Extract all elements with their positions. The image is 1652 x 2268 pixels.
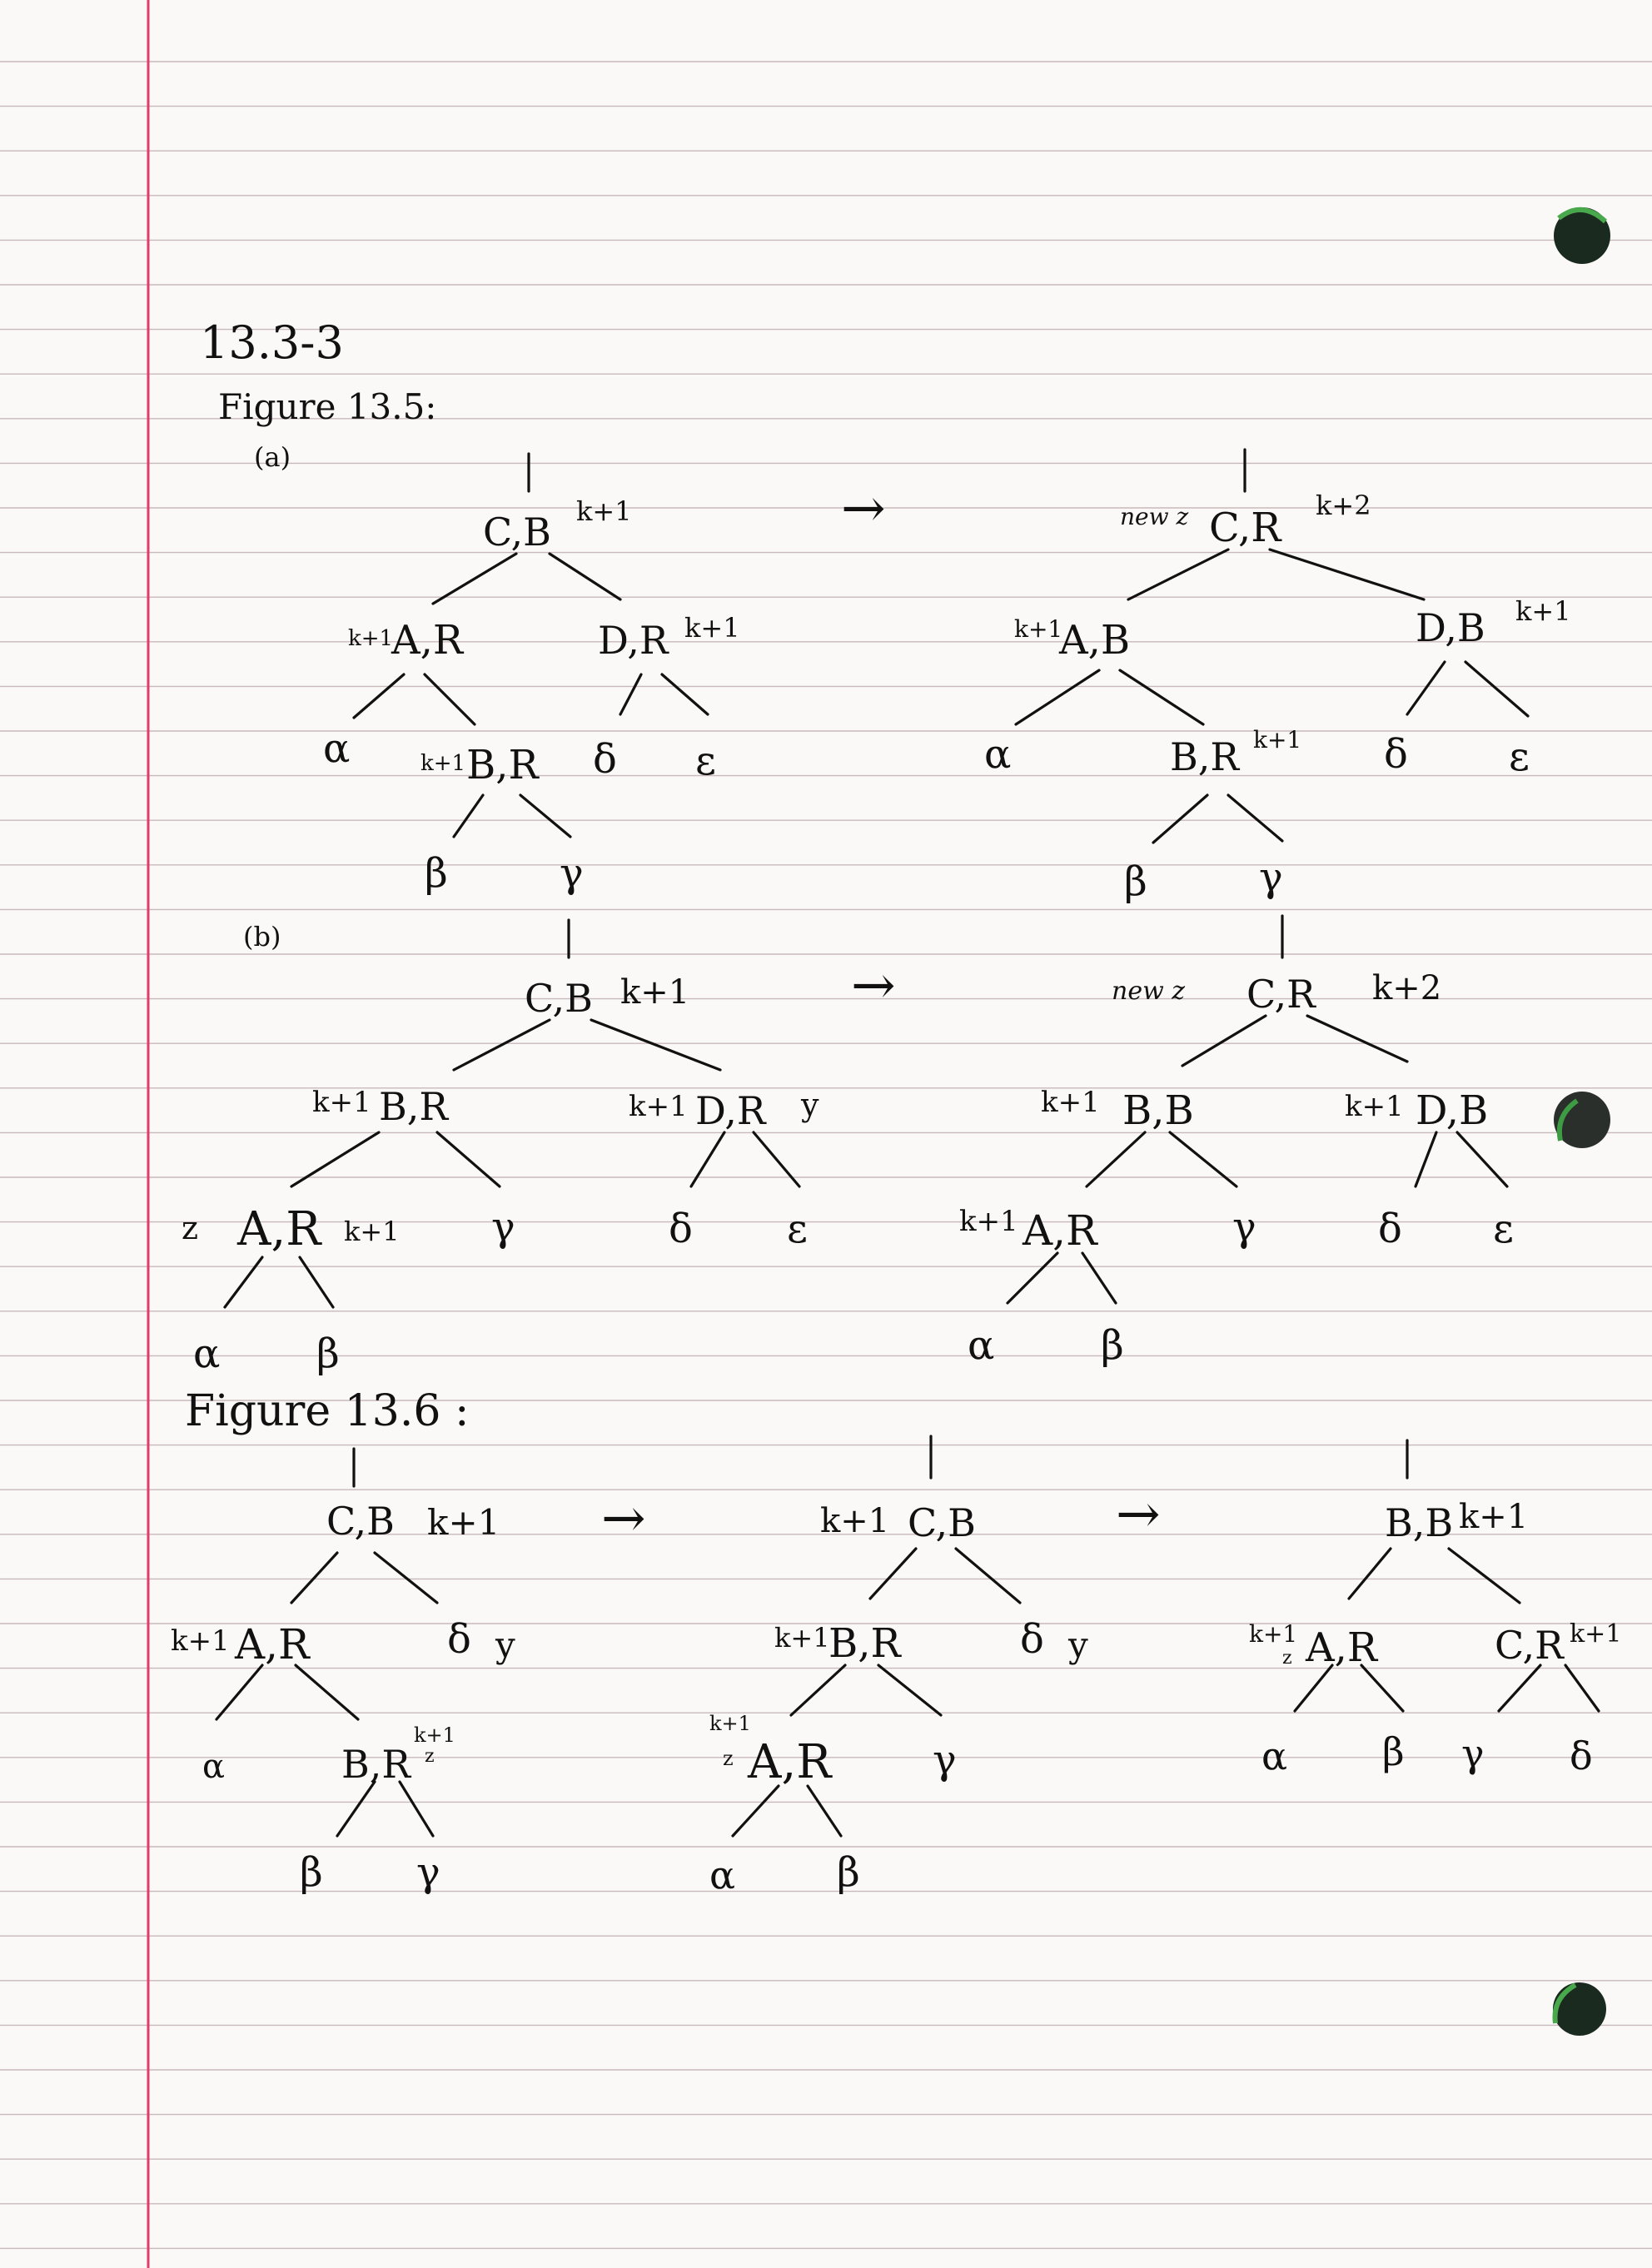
leaf-beta: β xyxy=(316,1330,340,1377)
arrow-6-first: → xyxy=(601,1488,646,1549)
arrow-6-second: → xyxy=(1116,1484,1161,1545)
leaf-delta: δ xyxy=(1378,1206,1402,1252)
part-a-label: (a) xyxy=(254,441,291,473)
leaf-gamma: γ xyxy=(933,1737,957,1783)
leaf-epsilon: ε xyxy=(787,1206,808,1252)
node-n2-height: k+1 xyxy=(1345,1090,1404,1123)
node-n1: A,B xyxy=(1059,617,1131,664)
node-n1: A,R xyxy=(235,1620,310,1669)
node-n1-height: k+1 xyxy=(1041,1086,1100,1119)
z-label: z xyxy=(1282,1648,1292,1669)
leaf-delta: δ xyxy=(669,1206,693,1252)
leaf-gamma: γ xyxy=(491,1204,515,1251)
node-root: C,B xyxy=(525,976,593,1021)
leaf-beta: β xyxy=(425,850,448,897)
leaf-alpha: α xyxy=(709,1853,736,1897)
node-root: C,R xyxy=(1246,972,1316,1017)
node-n1-height: k+1 xyxy=(774,1622,830,1654)
leaf-gamma: γ xyxy=(560,850,584,897)
fig6-tree-1 xyxy=(171,1449,515,1896)
leaf-delta: δ xyxy=(1020,1616,1044,1663)
node-n1: B,R xyxy=(379,1084,449,1129)
node-root-height: k+1 xyxy=(820,1502,890,1540)
node-n3: A,R xyxy=(748,1735,832,1789)
leaf-epsilon: ε xyxy=(695,738,716,784)
fig6-tree-3 xyxy=(1249,1440,1621,1778)
node-n3-height: k+1 xyxy=(344,1216,400,1247)
fig5b-left-tree xyxy=(182,920,819,1377)
figure-13-5-heading: Figure 13.5: xyxy=(218,386,437,427)
y-label: y xyxy=(1068,1624,1088,1665)
leaf-beta: β xyxy=(1382,1729,1405,1774)
node-root: C,B xyxy=(483,510,551,555)
node-n3-height: k+1 xyxy=(414,1723,455,1747)
punch-hole-middle xyxy=(1554,1092,1610,1148)
node-root-height: k+1 xyxy=(1459,1498,1529,1536)
leaf-beta: β xyxy=(837,1849,860,1896)
node-n3: B,R xyxy=(1170,734,1240,779)
leaf-alpha: α xyxy=(984,731,1012,778)
fig5a-left-tree xyxy=(323,454,740,897)
node-root: B,B xyxy=(1385,1500,1454,1545)
fig5b-right-tree xyxy=(959,916,1514,1369)
leaf-delta: δ xyxy=(1570,1733,1593,1778)
leaf-alpha: α xyxy=(193,1330,221,1377)
z-label: z xyxy=(425,1746,435,1767)
node-root-height: k+2 xyxy=(1372,969,1442,1007)
node-n3: A,R xyxy=(237,1202,321,1256)
leaf-beta: β xyxy=(1101,1322,1124,1369)
node-root: C,R xyxy=(1209,505,1281,551)
leaf-alpha: α xyxy=(968,1322,995,1369)
leaf-gamma: γ xyxy=(1232,1204,1256,1251)
node-n1-height: k+1 xyxy=(1249,1620,1298,1648)
node-n2: D,B xyxy=(1416,1087,1489,1134)
leaf-epsilon: ε xyxy=(1509,734,1530,780)
node-n2: D,R xyxy=(695,1088,766,1133)
node-n1: B,R xyxy=(828,1620,901,1667)
node-n3-height: k+1 xyxy=(709,1712,751,1735)
leaf-beta: β xyxy=(300,1849,323,1896)
node-n2-height: k+1 xyxy=(1570,1619,1622,1649)
leaf-epsilon: ε xyxy=(1493,1206,1514,1252)
leaf-alpha: α xyxy=(323,725,351,772)
part-b-label: (b) xyxy=(243,921,281,952)
punch-hole-top xyxy=(1554,207,1610,264)
y-label: y xyxy=(495,1624,515,1665)
node-n1-height: k+1 xyxy=(171,1624,230,1658)
leaf-beta: β xyxy=(1124,858,1147,905)
z-label: z xyxy=(182,1210,199,1246)
fig5a-right-tree xyxy=(984,450,1571,905)
problem-number: 13.3-3 xyxy=(200,316,344,369)
punch-hole-bottom xyxy=(1553,1982,1606,2036)
node-n1-height: k+1 xyxy=(1014,615,1063,643)
node-root-height: k+1 xyxy=(427,1502,500,1543)
fig6-tree-2 xyxy=(709,1436,1088,1897)
node-n3-height: k+1 xyxy=(420,751,466,776)
node-root-height: k+1 xyxy=(620,973,690,1012)
leaf-gamma: γ xyxy=(1461,1731,1485,1776)
node-n1: A,R xyxy=(1306,1624,1378,1671)
node-n2-height: k+1 xyxy=(684,612,740,644)
node-n3: B,R xyxy=(466,742,539,788)
node-n3-height: k+1 xyxy=(959,1205,1018,1238)
node-n2: D,R xyxy=(598,618,669,663)
y-label: y xyxy=(801,1087,819,1123)
node-n2: C,R xyxy=(1495,1623,1564,1668)
leaf-alpha: α xyxy=(1261,1733,1288,1778)
arrow-5b: → xyxy=(851,955,896,1017)
node-n2-height: k+1 xyxy=(1515,595,1571,627)
node-n1-height: k+1 xyxy=(348,626,394,651)
leaf-delta: δ xyxy=(1384,731,1408,778)
node-n3: B,R xyxy=(341,1742,411,1787)
leaf-delta: δ xyxy=(447,1616,471,1663)
node-root-height: k+1 xyxy=(576,495,632,527)
node-n3-height: k+1 xyxy=(1253,726,1302,754)
node-root: C,B xyxy=(326,1499,395,1544)
node-n3: A,R xyxy=(1023,1206,1097,1255)
arrow-5a: → xyxy=(841,478,886,540)
z-label: z xyxy=(723,1747,734,1770)
leaf-delta: δ xyxy=(593,736,617,783)
figure-13-6-heading: Figure 13.6 : xyxy=(185,1386,470,1436)
leaf-gamma: γ xyxy=(1259,854,1283,901)
node-root: C,B xyxy=(908,1500,976,1545)
node-n2-height: k+1 xyxy=(629,1090,688,1123)
leaf-alpha: α xyxy=(202,1748,226,1786)
node-n2: D,B xyxy=(1416,605,1485,650)
node-n1-height: k+1 xyxy=(312,1086,371,1119)
leaf-gamma: γ xyxy=(416,1849,440,1896)
new-z-label: new z xyxy=(1120,503,1189,530)
new-z-label: new z xyxy=(1112,977,1186,1006)
node-n1: A,R xyxy=(391,617,464,664)
node-root-height: k+2 xyxy=(1316,490,1371,521)
node-n1: B,B xyxy=(1122,1087,1194,1134)
